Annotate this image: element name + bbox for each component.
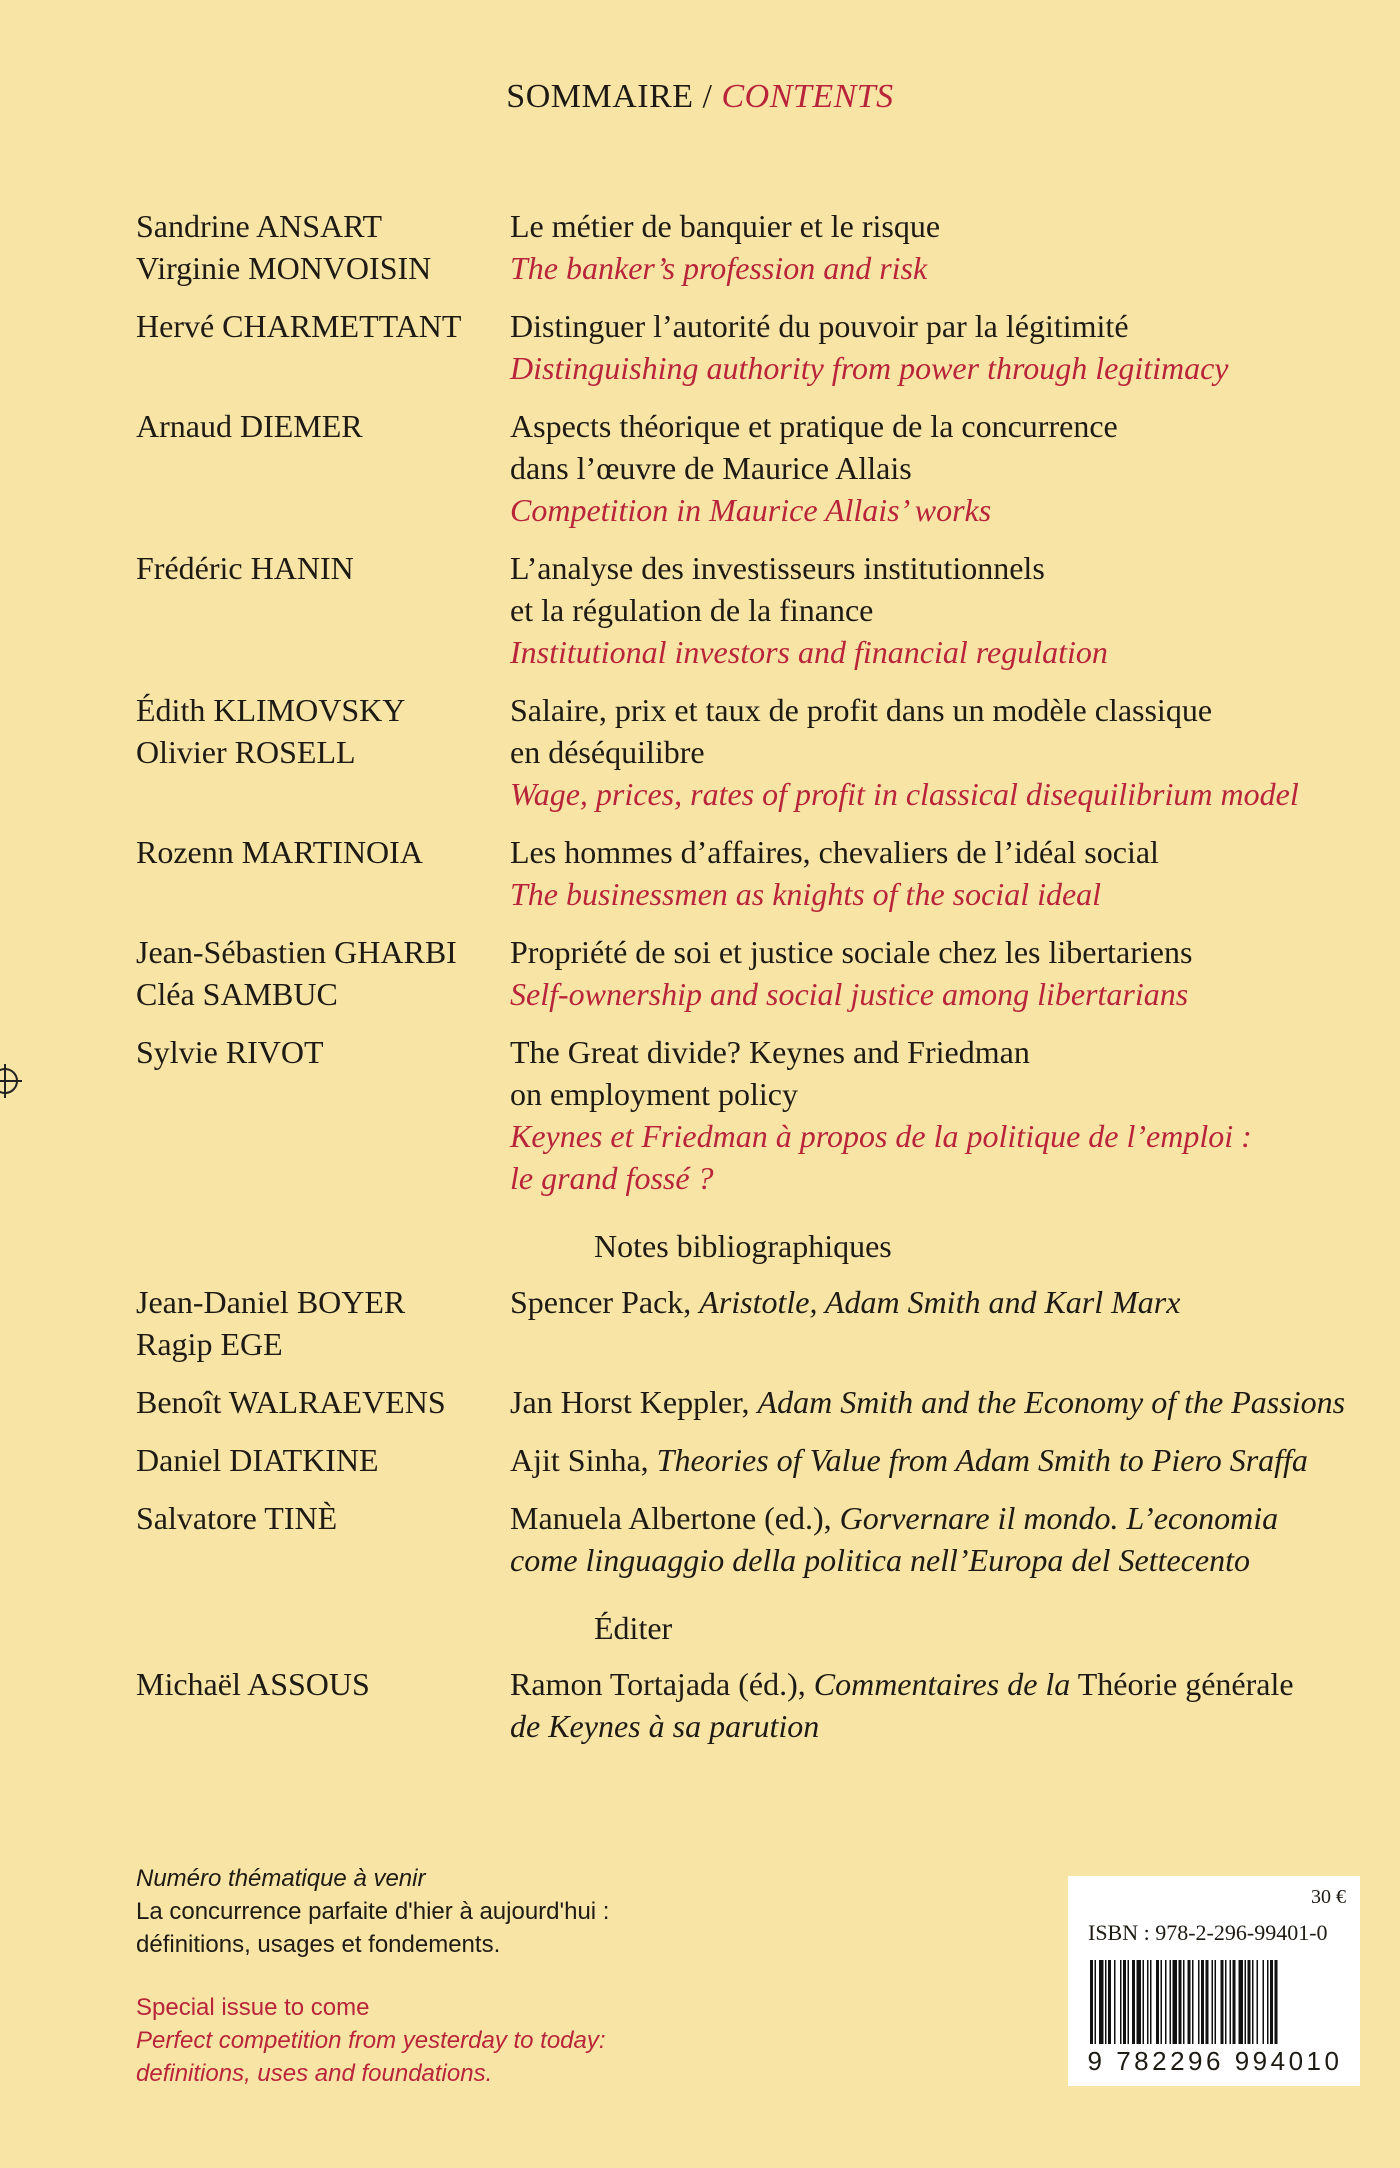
title-plain: Ramon Tortajada (éd.), xyxy=(510,1666,814,1702)
contents-header xyxy=(0,78,1400,116)
title-fr: on employment policy xyxy=(510,1076,798,1112)
upcoming-title-en-line: Perfect competition from yesterday to today: xyxy=(136,2027,606,2054)
entry-authors xyxy=(136,689,510,773)
notes-heading: Notes bibliographiques xyxy=(594,1228,892,1264)
title-en: Institutional investors and financial regulation xyxy=(510,634,1108,670)
title-en: Wage, prices, rates of profit in classical disequilibrium model xyxy=(510,776,1299,812)
author-name: Jean-Sébastien GHARBI xyxy=(136,934,457,970)
title-en: The businessmen as knights of the social ideal xyxy=(510,876,1102,912)
entry-authors xyxy=(136,305,510,347)
note-plain: Manuela Albertone (ed.), xyxy=(510,1500,840,1536)
entry-authors xyxy=(136,1497,510,1539)
header-en: CONTENTS xyxy=(721,78,894,115)
note-line xyxy=(510,1497,1376,1539)
note-entry xyxy=(136,1497,1376,1581)
upcoming-en xyxy=(136,1991,609,2090)
entry-titles xyxy=(510,205,1376,289)
title-en: Keynes et Friedman à propos de la politique de l’emploi : xyxy=(510,1118,1252,1154)
upcoming-title-fr-line: La concurrence parfaite d'hier à aujourd'hui : xyxy=(136,1898,610,1925)
article-entry xyxy=(136,689,1376,815)
entry-titles xyxy=(510,405,1376,531)
entry-titles xyxy=(510,1663,1376,1747)
note-line xyxy=(510,1439,1376,1481)
note-entry xyxy=(136,1281,1376,1365)
note-plain: Jan Horst Keppler, xyxy=(510,1384,758,1420)
entry-authors xyxy=(136,1281,510,1365)
author-name: Daniel DIATKINE xyxy=(136,1442,379,1478)
upcoming-title-en-line: definitions, uses and foundations. xyxy=(136,2060,493,2087)
entry-authors xyxy=(136,831,510,873)
note-plain: Ajit Sinha, xyxy=(510,1442,657,1478)
note-italic: Theories of Value from Adam Smith to Piero Sraffa xyxy=(656,1442,1308,1478)
isbn: ISBN : 978-2-296-99401-0 xyxy=(1088,1920,1328,1945)
title-en: The banker’s profession and risk xyxy=(510,250,928,286)
header-fr: SOMMAIRE xyxy=(506,78,694,115)
title-fr: en déséquilibre xyxy=(510,734,705,770)
title-fr: Les hommes d’affaires, chevaliers de l’idéal social xyxy=(510,834,1159,870)
title-line xyxy=(510,1663,1376,1705)
author-name: Frédéric HANIN xyxy=(136,550,354,586)
title-fr: dans l’œuvre de Maurice Allais xyxy=(510,450,912,486)
note-line xyxy=(510,1281,1376,1323)
entry-authors xyxy=(136,547,510,589)
editer-entry xyxy=(136,1663,1376,1747)
title-line: de Keynes à sa parution xyxy=(510,1708,820,1744)
author-name: Ragip EGE xyxy=(136,1326,283,1362)
entry-titles xyxy=(510,1381,1376,1423)
upcoming-label-fr: Numéro thématique à venir xyxy=(136,1865,426,1892)
entry-titles xyxy=(510,931,1376,1015)
author-name: Sandrine ANSART xyxy=(136,208,383,244)
entry-titles xyxy=(510,1031,1376,1199)
author-name: Édith KLIMOVSKY xyxy=(136,692,406,728)
note-entry xyxy=(136,1439,1376,1481)
note-italic: Gorvernare il mondo. L’economia xyxy=(839,1500,1279,1536)
author-name: Michaël ASSOUS xyxy=(136,1666,370,1702)
title-fr: L’analyse des investisseurs institutionnels xyxy=(510,550,1045,586)
title-fr: et la régulation de la finance xyxy=(510,592,874,628)
header-separator: / xyxy=(693,78,722,115)
entry-titles xyxy=(510,831,1376,915)
barcode-panel xyxy=(1068,1876,1360,2086)
article-entry xyxy=(136,305,1376,389)
entry-titles xyxy=(510,305,1376,389)
title-en: Competition in Maurice Allais’ works xyxy=(510,492,992,528)
author-name: Hervé CHARMETTANT xyxy=(136,308,462,344)
title-en: Self-ownership and social justice among libertarians xyxy=(510,976,1189,1012)
author-name: Cléa SAMBUC xyxy=(136,976,338,1012)
upcoming-label-en: Special issue to come xyxy=(136,1994,370,2021)
author-name: Rozenn MARTINOIA xyxy=(136,834,423,870)
title-en: le grand fossé ? xyxy=(510,1160,714,1196)
note-entry xyxy=(136,1381,1376,1423)
author-name: Virginie MONVOISIN xyxy=(136,250,432,286)
entry-titles xyxy=(510,1281,1376,1323)
barcode-icon xyxy=(1088,1960,1340,2046)
article-entry xyxy=(136,547,1376,673)
title-en: Distinguishing authority from power through legitimacy xyxy=(510,350,1229,386)
entry-authors xyxy=(136,1381,510,1423)
entry-authors xyxy=(136,405,510,447)
registration-mark-icon xyxy=(0,1068,18,1094)
entry-authors xyxy=(136,1663,510,1705)
entry-authors xyxy=(136,1031,510,1073)
article-entry xyxy=(136,831,1376,915)
entry-authors xyxy=(136,1439,510,1481)
title-plain: Théorie générale xyxy=(1070,1666,1294,1702)
entry-authors xyxy=(136,931,510,1015)
title-fr: Salaire, prix et taux de profit dans un modèle classique xyxy=(510,692,1213,728)
title-fr: Le métier de banquier et le risque xyxy=(510,208,941,244)
author-name: Sylvie RIVOT xyxy=(136,1034,324,1070)
author-name: Arnaud DIEMER xyxy=(136,408,363,444)
author-name: Benoît WALRAEVENS xyxy=(136,1384,446,1420)
upcoming-title-fr-line: définitions, usages et fondements. xyxy=(136,1931,501,1958)
title-fr: The Great divide? Keynes and Friedman xyxy=(510,1034,1030,1070)
entry-titles xyxy=(510,547,1376,673)
barcode-digits: 9 782296 994010 xyxy=(1087,2046,1343,2076)
entry-authors xyxy=(136,205,510,289)
note-italic: Aristotle, Adam Smith and Karl Marx xyxy=(699,1284,1181,1320)
article-entry xyxy=(136,205,1376,289)
note-plain: Spencer Pack, xyxy=(510,1284,700,1320)
price: 30 € xyxy=(1311,1886,1346,1908)
entry-titles xyxy=(510,689,1376,815)
article-entry xyxy=(136,405,1376,531)
author-name: Jean-Daniel BOYER xyxy=(136,1284,406,1320)
articles-list xyxy=(136,205,1376,1199)
note-line xyxy=(510,1539,1376,1581)
note-line xyxy=(510,1381,1376,1423)
upcoming-issue xyxy=(136,1862,609,2090)
note-italic: Adam Smith and the Economy of the Passions xyxy=(757,1384,1346,1420)
title-fr: Aspects théorique et pratique de la concurrence xyxy=(510,408,1118,444)
author-name: Olivier ROSELL xyxy=(136,734,356,770)
note-italic: come linguaggio della politica nell’Europa del Settecento xyxy=(510,1542,1250,1578)
notes-list xyxy=(136,1281,1376,1581)
entry-titles xyxy=(510,1439,1376,1481)
editer-heading: Éditer xyxy=(594,1610,673,1646)
article-entry xyxy=(136,931,1376,1015)
author-name: Salvatore TINÈ xyxy=(136,1500,338,1536)
entry-titles xyxy=(510,1497,1376,1581)
title-italic: Commentaires de la xyxy=(813,1666,1071,1702)
title-fr: Propriété de soi et justice sociale chez les libertariens xyxy=(510,934,1193,970)
title-fr: Distinguer l’autorité du pouvoir par la légitimité xyxy=(510,308,1129,344)
contents-list xyxy=(136,205,1376,1763)
article-entry xyxy=(136,1031,1376,1199)
